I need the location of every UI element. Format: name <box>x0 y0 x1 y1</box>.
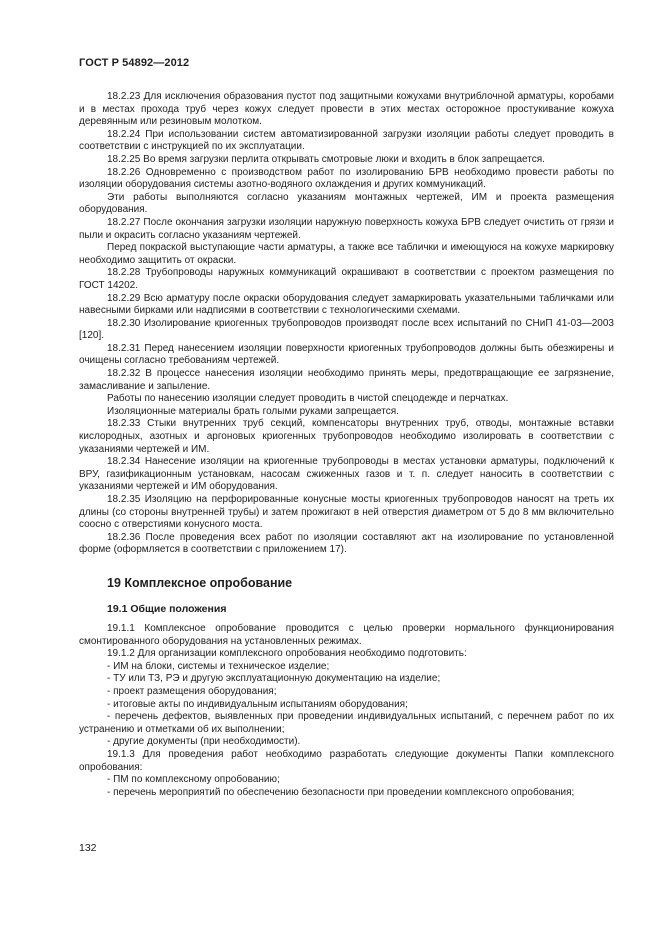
paragraph: 18.2.35 Изоляцию на перфорированные конусные мосты криогенных трубопроводов наносят на треть их длины (со стороны внутренней трубы) и затем прожигают в ней отверстия диаметром от 5 до 8 мм включительно соосно с отверстиями конусного моста. <box>79 494 614 531</box>
paragraph: 18.2.24 При использовании систем автоматизированной загрузки изоляции работы следует проводить в соответствии с инструкцией по их эксплуатации. <box>79 128 614 153</box>
subsection-title: 19.1 Общие положения <box>107 602 227 615</box>
paragraph: 18.2.25 Во время загрузки перлита открывать смотровые люки и входить в блок запрещается. <box>107 153 545 165</box>
paragraph: 18.2.28 Трубопроводы наружных коммуникаций окрашивают в соответствии с проектом размещения по ГОСТ 14202. <box>79 267 614 291</box>
clauses-section-18 <box>79 91 614 557</box>
paragraph: 19.1.3 Для проведения работ необходимо разработать следующие документы Папки комплексного опробования: <box>79 748 614 773</box>
paragraph: 18.2.32 В процессе нанесения изоляции необходимо принять меры, предотвращающие ее загрязнение, замасливание и запыление. <box>79 368 614 392</box>
paragraph: 18.2.33 Стыки внутренних труб секций, компенсаторы внутренних труб, отводы, монтажные вставки кислородных, азотных и аргоновых криогенных трубопроводов необходимо изолировать в соответствии с указаниями чертежей и ИМ. <box>79 418 614 455</box>
paragraph: - проект размещения оборудования; <box>107 685 277 697</box>
paragraph: 19.1.2 Для организации комплексного опробования необходимо подготовить: <box>107 648 467 660</box>
paragraph: - перечень мероприятий по обеспечению безопасности при проведении комплексного опробования; <box>107 786 575 798</box>
paragraph: - другие документы (при необходимости). <box>107 736 301 748</box>
paragraph: - перечень дефектов, выявленных при проведении индивидуальных испытаний, с перечнем работ по их устранению и отметками об их выполнении; <box>79 711 614 735</box>
paragraph: 18.2.26 Одновременно с производством работ по изолированию БРВ необходимо провести работы по изоляции оборудования системы азотно-водяного охлаждения и других коммуникаций. <box>79 166 614 191</box>
paragraph: 18.2.31 Перед нанесением изоляции поверхности криогенных трубопроводов должны быть обезжирены и очищены согласно требованиям чертежей. <box>79 342 614 367</box>
page-header: ГОСТ Р 54892—2012 <box>79 57 190 69</box>
paragraph: 18.2.36 После проведения всех работ по изоляции составляют акт на изолирование по установленной форме (оформляется в соответствии с приложением 17). <box>79 531 614 556</box>
paragraph: - ИМ на блоки, системы и техническое изделие; <box>107 660 330 672</box>
page-content <box>79 91 614 799</box>
page-number: 132 <box>79 842 97 854</box>
paragraph: Перед покраской выступающие части арматуры, а также все таблички и имеющуюся на кожухе маркировку необходимо защитить от окраски. <box>79 242 614 266</box>
paragraph: - ТУ или ТЗ, РЭ и другую эксплуатационную документацию на изделие; <box>107 673 441 685</box>
paragraph: 18.2.34 Нанесение изоляции на криогенные трубопроводы в местах установки арматуры, подключений к ВРУ, газификационным установкам, насосам сжиженных газов и т. п. следует наносить в соответствии с указаниями чертежей и ИМ оборудования. <box>79 456 614 493</box>
paragraph: 18.2.23 Для исключения образования пустот под защитными кожухами внутриблочной арматуры, коробами и в местах прохода труб через кожух следует провести в этих местах осторожное простукивание кожуха деревянным или резиновым молотком. <box>79 91 614 128</box>
paragraph: - ПМ по комплексному опробованию; <box>107 774 280 786</box>
clauses-section-19 <box>79 623 614 799</box>
section-title: 19 Комплексное опробование <box>107 575 293 590</box>
paragraph: Работы по нанесению изоляции следует проводить в чистой спецодежде и перчатках. <box>107 393 509 405</box>
paragraph: 18.2.30 Изолирование криогенных трубопроводов производят после всех испытаний по СНиП 41-03—2003 [120]. <box>79 317 614 342</box>
paragraph: Эти работы выполняются согласно указаниям монтажных чертежей, ИМ и проекта размещения оборудования. <box>79 191 614 216</box>
paragraph: Изоляционные материалы брать голыми руками запрещается. <box>107 405 399 417</box>
paragraph: 19.1.1 Комплексное опробование проводится с целью проверки нормального функционирования смонтированного оборудования на установленных режимах. <box>79 622 614 647</box>
paragraph: 18.2.27 После окончания загрузки изоляции наружную поверхность кожуха БРВ следует очистить от грязи и пыли и окрасить согласно указаниям чертежей. <box>79 216 614 241</box>
paragraph: - итоговые акты по индивидуальным испытаниям оборудования; <box>107 698 408 710</box>
paragraph: 18.2.29 Всю арматуру после окраски оборудования следует замаркировать указательными табличками или навесными бирками или надписями в соответствии с технологическими схемами. <box>79 292 614 317</box>
